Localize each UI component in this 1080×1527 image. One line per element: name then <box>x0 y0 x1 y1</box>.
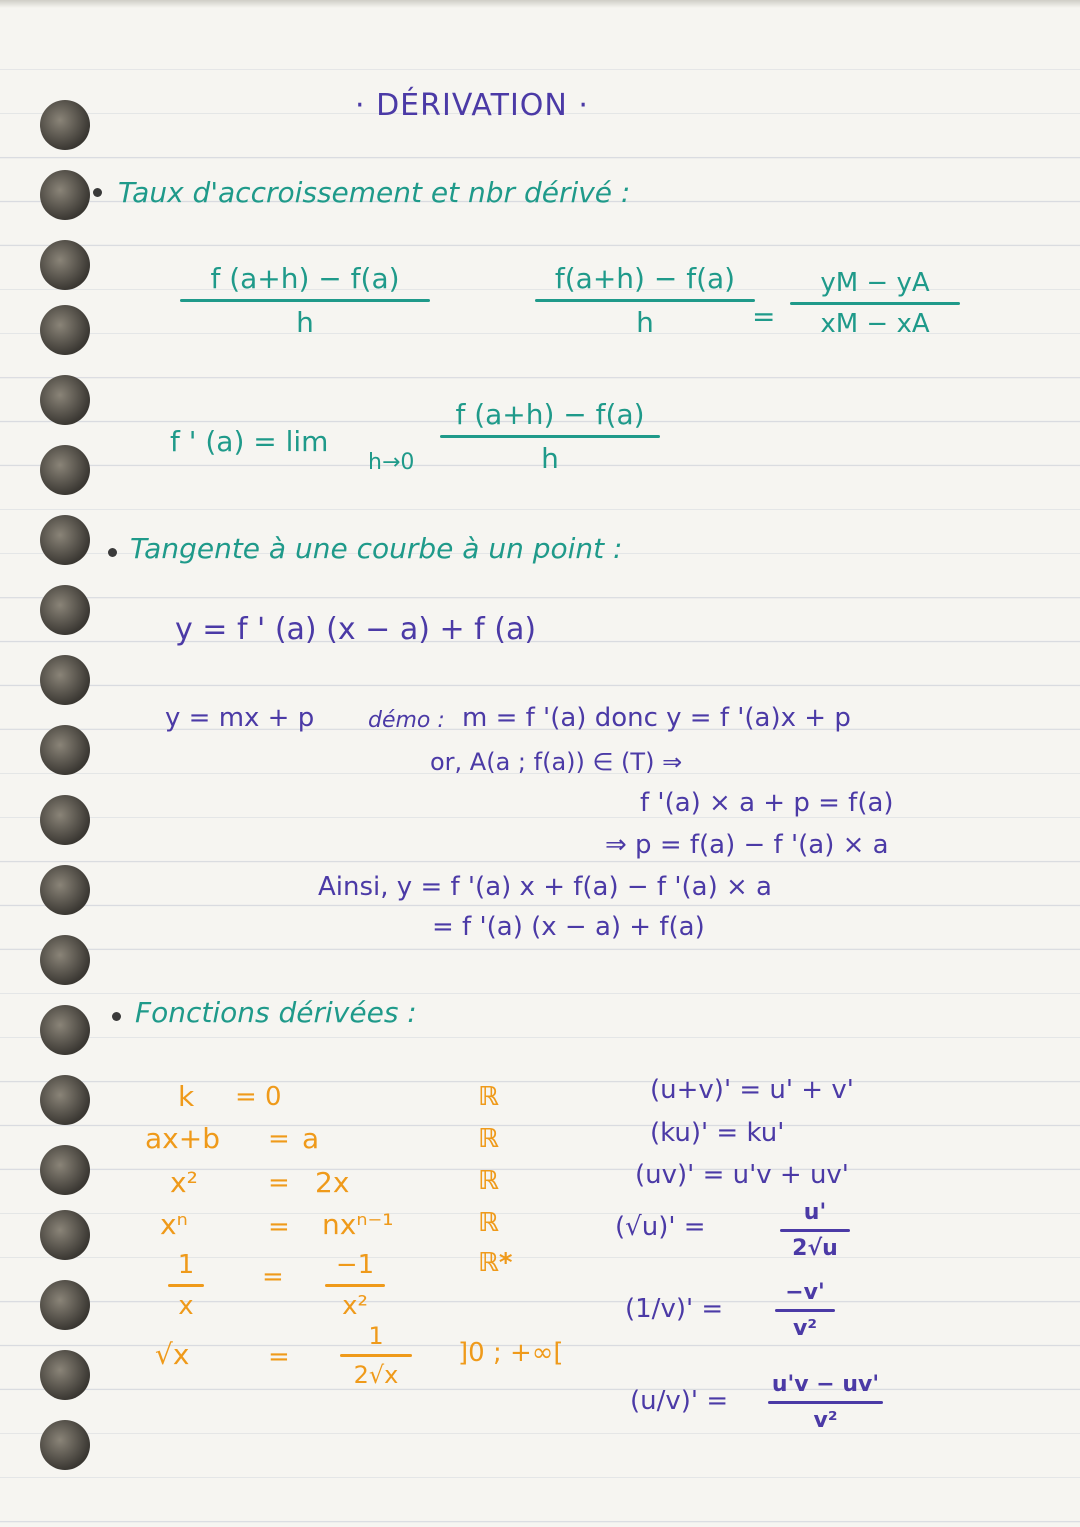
fraction-denominator: 2√x <box>353 1361 399 1389</box>
fraction-denominator: 2√u <box>792 1236 838 1261</box>
binder-hole <box>40 585 90 635</box>
tangent-equation: y = f ' (a) (x − a) + f (a) <box>175 612 537 647</box>
binder-hole <box>40 655 90 705</box>
equals-sign: = <box>262 1262 284 1292</box>
demo-line-2: or, A(a ; f(a)) ∈ (T) ⇒ <box>430 748 683 776</box>
derivative-power: nxⁿ⁻¹ <box>322 1208 394 1241</box>
fraction-bar <box>325 1284 385 1287</box>
domain-sqrt: ]0 ; +∞[ <box>458 1338 564 1368</box>
fraction-denominator: x² <box>342 1291 368 1321</box>
rule-inverse-lhs: (1/v)' = <box>625 1294 724 1324</box>
limit-subscript: h→0 <box>368 450 415 475</box>
rule-product: (uv)' = u'v + uv' <box>635 1160 849 1190</box>
equals-sign: = <box>268 1168 290 1198</box>
rule-sum: (u+v)' = u' + v' <box>650 1075 854 1105</box>
binder-hole <box>40 1145 90 1195</box>
binder-hole <box>40 865 90 915</box>
domain-power: ℝ <box>478 1208 499 1238</box>
fraction-numerator: −v' <box>785 1280 825 1305</box>
function-power: xⁿ <box>160 1208 188 1241</box>
fraction-bar <box>790 302 960 305</box>
fraction-numerator: −1 <box>335 1250 375 1280</box>
domain-k: ℝ <box>478 1082 499 1112</box>
function-square: x² <box>170 1166 198 1199</box>
page-title: · DÉRIVATION · <box>355 88 589 123</box>
binder-hole <box>40 1075 90 1125</box>
equals-sign: = <box>268 1124 290 1154</box>
derivative-square: 2x <box>315 1166 350 1199</box>
function-inverse <box>168 1250 204 1321</box>
fraction-bar <box>768 1401 883 1404</box>
fraction-denominator: h <box>541 442 559 475</box>
domain-inverse: ℝ* <box>478 1248 513 1278</box>
fraction-bar <box>340 1354 412 1357</box>
binder-hole <box>40 240 90 290</box>
fraction-bar <box>780 1229 850 1232</box>
rule-quotient-lhs: (u/v)' = <box>630 1386 729 1416</box>
binder-hole <box>40 1280 90 1330</box>
bullet <box>93 188 102 197</box>
demo-line-3: f '(a) × a + p = f(a) <box>640 788 894 818</box>
binder-hole <box>40 1350 90 1400</box>
binder-hole <box>40 305 90 355</box>
bullet <box>112 1012 121 1021</box>
fraction-numerator: u'v − uv' <box>771 1372 880 1397</box>
fraction-bar <box>775 1309 835 1312</box>
section-heading-taux: Taux d'accroissement et nbr dérivé : <box>118 176 631 209</box>
fraction-bar <box>440 435 660 438</box>
bullet <box>108 548 117 557</box>
derivative-inverse <box>325 1250 385 1321</box>
binder-hole <box>40 1210 90 1260</box>
binder-holes <box>40 100 100 1520</box>
ainsi-line-2: = f '(a) (x − a) + f(a) <box>432 912 705 942</box>
fraction-denominator: h <box>636 306 654 339</box>
fraction-numerator: 1 <box>368 1322 384 1350</box>
equals-sign: = <box>752 300 776 333</box>
function-affine: ax+b <box>145 1122 220 1155</box>
fraction-rate-1 <box>180 262 430 339</box>
fraction-bar <box>180 299 430 302</box>
fraction-numerator: f (a+h) − f(a) <box>210 262 400 295</box>
section-heading-tangente: Tangente à une courbe à un point : <box>130 532 623 565</box>
fraction-numerator: yM − yA <box>820 268 930 298</box>
fraction-denominator: xM − xA <box>820 309 930 339</box>
rule-quotient-fraction <box>768 1372 883 1433</box>
derivative-affine: a <box>302 1122 320 1155</box>
binder-hole <box>40 725 90 775</box>
binder-hole <box>40 515 90 565</box>
fraction-limit <box>440 398 660 475</box>
fraction-denominator: v² <box>813 1408 838 1433</box>
rule-sqrt-lhs: (√u)' = <box>615 1212 706 1242</box>
binder-hole <box>40 1420 90 1470</box>
binder-hole <box>40 935 90 985</box>
fraction-denominator: v² <box>793 1316 817 1341</box>
binder-hole <box>40 170 90 220</box>
function-k: k <box>178 1080 195 1113</box>
fraction-rate-2 <box>535 262 755 339</box>
domain-affine: ℝ <box>478 1124 499 1154</box>
fraction-numerator: f(a+h) − f(a) <box>554 262 736 295</box>
demo-line-1: m = f '(a) donc y = f '(a)x + p <box>462 703 851 733</box>
binder-hole <box>40 445 90 495</box>
equals-sign: = <box>268 1212 290 1242</box>
fraction-numerator: f (a+h) − f(a) <box>455 398 645 431</box>
affine-form: y = mx + p <box>165 703 315 733</box>
section-heading-fonctions: Fonctions dérivées : <box>135 996 417 1029</box>
binder-hole <box>40 375 90 425</box>
rule-inverse-fraction <box>775 1280 835 1341</box>
rule-scalar: (ku)' = ku' <box>650 1118 785 1148</box>
ainsi-line-1: Ainsi, y = f '(a) x + f(a) − f '(a) × a <box>318 872 772 902</box>
equals-sign: = <box>268 1342 290 1372</box>
fraction-bar <box>168 1284 204 1287</box>
derivative-k: = 0 <box>235 1082 282 1112</box>
demo-line-4: ⇒ p = f(a) − f '(a) × a <box>605 830 889 860</box>
binder-hole <box>40 795 90 845</box>
fraction-denominator: h <box>296 306 314 339</box>
derivative-sqrt <box>340 1322 412 1389</box>
fraction-denominator: x <box>178 1291 194 1321</box>
page-top-edge <box>0 0 1080 8</box>
domain-square: ℝ <box>478 1166 499 1196</box>
fraction-numerator: u' <box>803 1200 827 1225</box>
function-sqrt: √x <box>155 1338 190 1371</box>
limit-lhs: f ' (a) = lim <box>170 425 329 458</box>
fraction-slope <box>790 268 960 339</box>
binder-hole <box>40 1005 90 1055</box>
rule-sqrt-fraction <box>780 1200 850 1261</box>
fraction-bar <box>535 299 755 302</box>
fraction-numerator: 1 <box>177 1250 195 1280</box>
demo-label: démo : <box>368 708 445 733</box>
binder-hole <box>40 100 90 150</box>
